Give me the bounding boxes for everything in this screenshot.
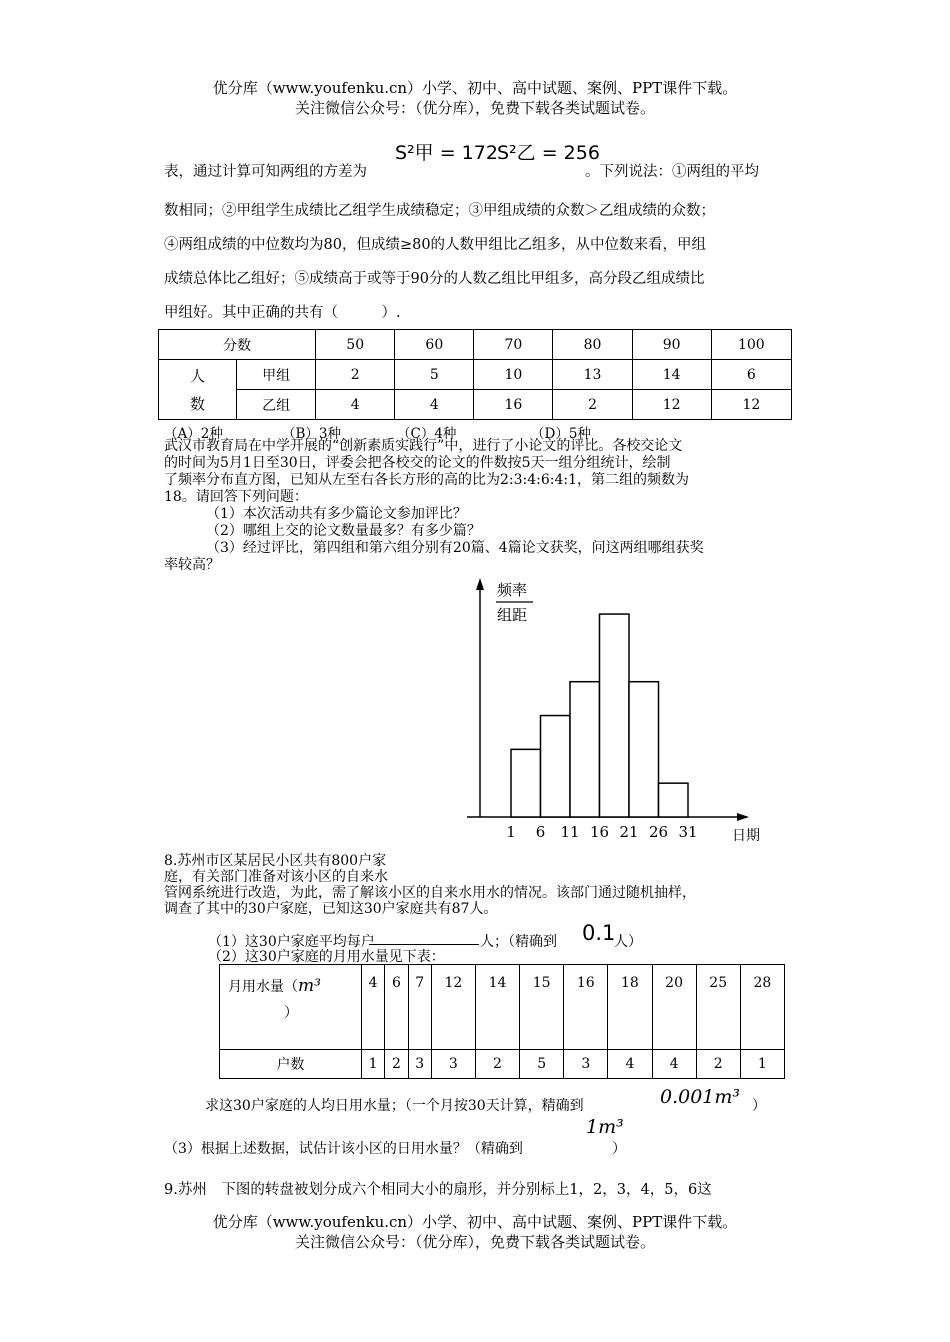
row-b-cell: 4 xyxy=(316,390,395,420)
households-cell: 5 xyxy=(520,1050,564,1079)
water-value-cell: 18 xyxy=(608,965,652,1050)
q8-p2-precision: 0.001m³ xyxy=(660,1086,741,1108)
footer-line-1: 优分库（www.youfenku.cn）小学、初中、高中试题、案例、PPT课件下载。 xyxy=(212,1213,738,1231)
score-cell: 90 xyxy=(632,330,711,360)
x-tick-label: 21 xyxy=(619,823,639,841)
variance-text-l4: 成绩总体比乙组好；⑤成绩高于或等于90分的人数乙组比甲组多，高分段乙组成绩比 xyxy=(164,271,705,287)
score-table xyxy=(158,329,792,420)
essay-s1: （1）本次活动共有多少篇论文参加评比？ xyxy=(206,506,467,522)
households-label: 户数 xyxy=(220,1050,362,1079)
xlabel: 日期 xyxy=(732,828,760,844)
x-tick-label: 11 xyxy=(560,823,580,841)
row-a-cell: 5 xyxy=(395,360,474,390)
x-tick-label: 16 xyxy=(589,823,610,841)
x-tick-label: 31 xyxy=(678,823,698,841)
water-value-cell: 12 xyxy=(431,965,475,1050)
score-cell: 60 xyxy=(395,330,474,360)
water-label-cell xyxy=(220,965,362,1050)
row-b-cell: 12 xyxy=(711,390,791,420)
households-cell: 2 xyxy=(385,1050,408,1079)
score-cell: 50 xyxy=(316,330,395,360)
q8-l2: 庭，有关部门准备对该小区的自来水 xyxy=(164,869,388,885)
water-value-cell: 16 xyxy=(564,965,608,1050)
households-cell: 3 xyxy=(408,1050,431,1079)
water-value-cell: 28 xyxy=(740,965,784,1050)
essay-question xyxy=(164,438,784,574)
variance-formula-a: S²甲 = 172 xyxy=(395,142,498,164)
row-b-cell: 4 xyxy=(395,390,474,420)
score-cell: 80 xyxy=(553,330,632,360)
option-a: （A）2种 xyxy=(164,426,223,442)
side-label-cell xyxy=(159,360,237,420)
x-tick-label: 6 xyxy=(535,823,546,841)
row-a-cell: 2 xyxy=(316,360,395,390)
histogram-bar xyxy=(541,716,571,817)
histogram-bar xyxy=(511,749,541,817)
q8-p2-question-b: ） xyxy=(752,1098,766,1114)
variance-text-l1b: 。下列说法：①两组的平均 xyxy=(585,164,759,180)
x-tick-label: 1 xyxy=(506,823,516,841)
water-label-unit: m³ xyxy=(298,976,321,996)
y-axis-arrow xyxy=(476,578,484,590)
essay-l4: 18。请回答下列问题： xyxy=(164,489,308,505)
q8-l1: 8.苏州市区某居民小区共有800户家 xyxy=(164,853,387,869)
variance-formula-b: S²乙 = 256 xyxy=(497,142,600,164)
row-b-label: 乙组 xyxy=(237,390,316,420)
essay-s3b: 率较高？ xyxy=(164,557,220,573)
q8-p1a: （1）这30户家庭平均每户 xyxy=(208,934,375,950)
q8-l4: 调查了其中的30户家庭，已知这30户家庭共有87人。 xyxy=(164,901,498,917)
histogram-bar xyxy=(659,783,689,817)
row-a-cell: 14 xyxy=(632,360,711,390)
q8-p1-precision: 0.1 xyxy=(582,921,616,945)
histogram-bar xyxy=(570,682,600,817)
option-c: （C）4种 xyxy=(397,426,457,442)
score-header-label: 分数 xyxy=(159,330,316,360)
row-a-cell: 10 xyxy=(474,360,553,390)
q8-p2-question-a: 求这30户家庭的人均日用水量；（一个月按30天计算，精确到 xyxy=(205,1098,584,1114)
water-value-cell: 7 xyxy=(408,965,431,1050)
row-b-cell: 12 xyxy=(632,390,711,420)
water-value-cell: 14 xyxy=(475,965,519,1050)
essay-l3: 了频率分布直方图，已知从左至右各长方形的高的比为2:3:4:6:4:1，第二组的频数为 xyxy=(164,472,690,488)
header-line-1: 优分库（www.youfenku.cn）小学、初中、高中试题、案例、PPT课件下载。 xyxy=(212,79,738,97)
row-b-cell: 2 xyxy=(553,390,632,420)
households-cell: 2 xyxy=(475,1050,519,1079)
q9-l1: 9.苏州 下图的转盘被划分成六个相同大小的扇形，并分别标上1，2，3，4，5，6这 xyxy=(164,1182,712,1198)
ylabel-bottom: 组距 xyxy=(497,606,528,624)
households-cell: 1 xyxy=(362,1050,385,1079)
households-cell: 3 xyxy=(564,1050,608,1079)
q8-p2: （2）这30户家庭的月用水量见下表： xyxy=(208,949,445,965)
essay-l1: 武汉市教育局在中学开展的“创新素质实践行”中，进行了小论文的评比。各校交论文 xyxy=(164,438,683,454)
row-a-cell: 13 xyxy=(553,360,632,390)
histogram xyxy=(455,570,785,850)
households-cell: 3 xyxy=(431,1050,475,1079)
side-label-2: 数 xyxy=(190,394,206,413)
households-cell: 1 xyxy=(740,1050,784,1079)
variance-text-l1a: 表，通过计算可知两组的方差为 xyxy=(164,164,367,180)
histogram-bar xyxy=(600,614,630,817)
q8-p3-unit: 1m³ xyxy=(586,1116,624,1138)
histogram-bar xyxy=(629,682,659,817)
side-label-1: 人 xyxy=(190,366,206,385)
households-cell: 4 xyxy=(652,1050,696,1079)
option-b: （B）3种 xyxy=(282,426,342,442)
q8-p3b: ） xyxy=(612,1141,626,1157)
essay-s3a: （3）经过评比，第四组和第六组分别有20篇、4篇论文获奖，问这两组哪组获奖 xyxy=(206,540,704,556)
q8-p1b: 人；（精确到 xyxy=(480,934,557,950)
water-label-b: ） xyxy=(284,1005,298,1021)
households-cell: 4 xyxy=(608,1050,652,1079)
variance-text-l2: 数相同；②甲组学生成绩比乙组学生成绩稳定；③甲组成绩的众数＞乙组成绩的众数； xyxy=(164,203,715,219)
water-value-cell: 4 xyxy=(362,965,385,1050)
water-label-a: 月用水量（ xyxy=(228,979,298,995)
essay-s2: （2）哪组上交的论文数量最多？有多少篇？ xyxy=(206,523,481,539)
q8-l3: 管网系统进行改造，为此，需了解该小区的自来水用水的情况。该部门通过随机抽样， xyxy=(164,885,696,901)
tick-labels xyxy=(506,823,697,841)
ylabel-top: 频率 xyxy=(497,581,528,599)
variance-text-l5: 甲组好。其中正确的共有（ ）. xyxy=(164,305,401,321)
q8-p1-blank xyxy=(369,944,479,945)
option-d: （D）5种 xyxy=(531,426,591,442)
water-value-cell: 25 xyxy=(696,965,740,1050)
score-cell: 100 xyxy=(711,330,791,360)
essay-l2: 的时间为5月1日至30日，评委会把各校交的论文的件数按5天一组分组统计，绘制 xyxy=(164,455,671,471)
water-value-cell: 6 xyxy=(385,965,408,1050)
bars xyxy=(511,614,688,817)
row-a-label: 甲组 xyxy=(237,360,316,390)
row-a-cell: 6 xyxy=(711,360,791,390)
row-b-cell: 16 xyxy=(474,390,553,420)
water-value-cell: 20 xyxy=(652,965,696,1050)
header-line-2: 关注微信公众号：（优分库），免费下载各类试题试卷。 xyxy=(294,99,655,117)
water-table xyxy=(219,964,785,1079)
water-value-cell: 15 xyxy=(520,965,564,1050)
x-tick-label: 26 xyxy=(648,823,669,841)
footer-line-2: 关注微信公众号：（优分库），免费下载各类试题试卷。 xyxy=(294,1233,655,1251)
variance-text-l3: ④两组成绩的中位数均为80，但成绩≥80的人数甲组比乙组多，从中位数来看，甲组 xyxy=(164,237,707,253)
x-axis-arrow xyxy=(737,813,749,821)
q8-p1c: 人） xyxy=(614,934,642,950)
q8-p3a: （3）根据上述数据，试估计该小区的日用水量？（精确到 xyxy=(164,1141,523,1157)
q8-intro xyxy=(164,853,784,917)
score-cell: 70 xyxy=(474,330,553,360)
households-cell: 2 xyxy=(696,1050,740,1079)
